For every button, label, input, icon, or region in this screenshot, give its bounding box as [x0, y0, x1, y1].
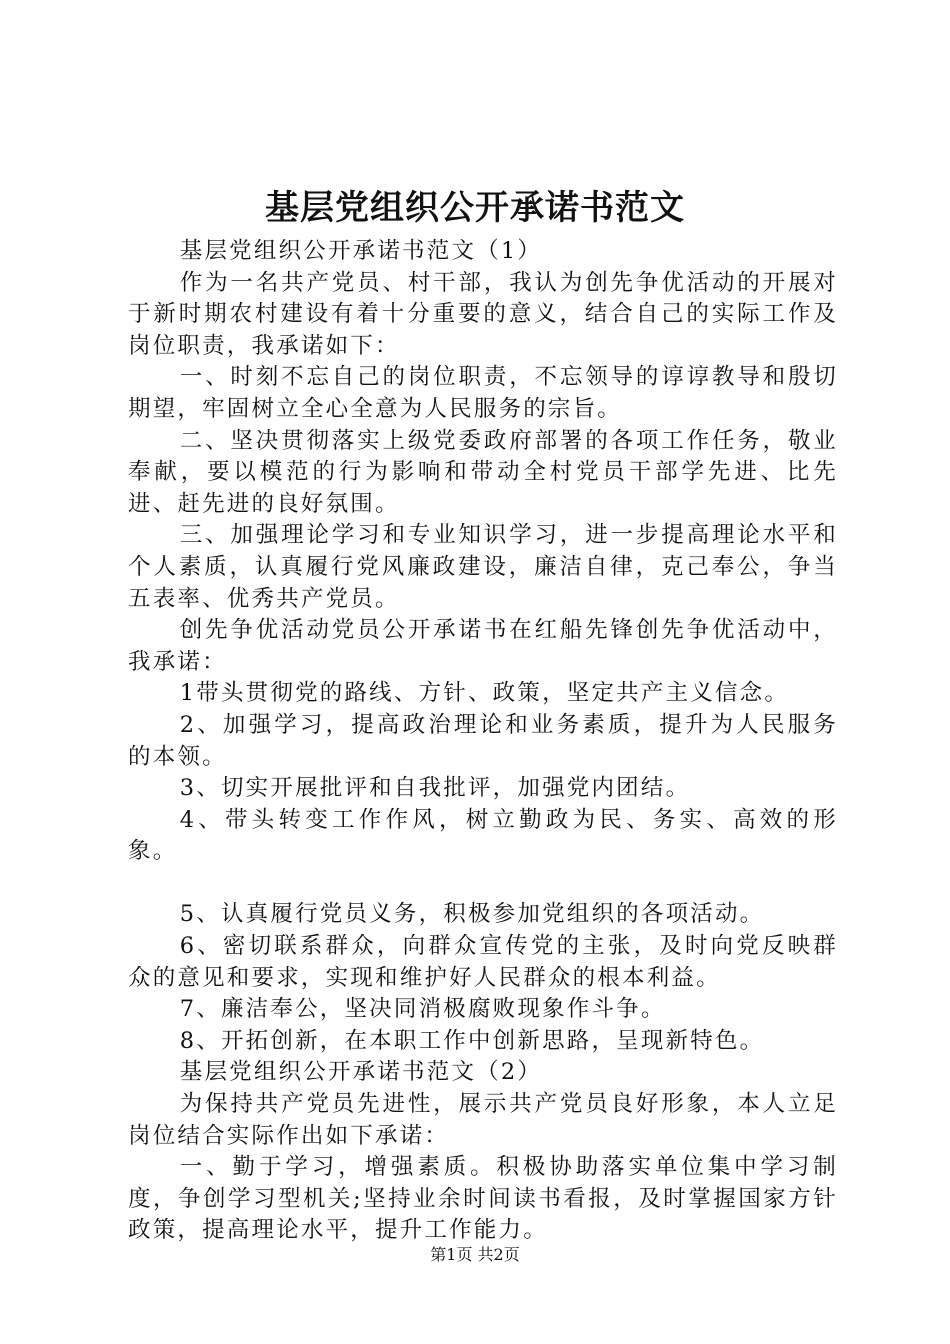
section-2-intro-paragraph: 为保持共产党员先进性，展示共产党员良好形象，本人立足岗位结合实际作出如下承诺： [128, 1091, 838, 1149]
pledge-item-5: 5、认真履行党员义务，积极参加党组织的各项活动。 [179, 901, 765, 928]
section-heading-2: 基层党组织公开承诺书范文（2） [179, 1059, 543, 1086]
blank-line [128, 868, 838, 900]
pledge-intro-paragraph: 创先争优活动党员公开承诺书在红船先锋创先争优活动中，我承诺： [128, 617, 838, 675]
pledge-item-2: 2、加强学习，提高政治理论和业务素质，提升为人民服务的本领。 [128, 711, 838, 770]
section-2-item-1: 一、勤于学习，增强素质。积极协助落实单位集中学习制度，争创学习型机关;坚持业余时间读书看报，及时掌握国家方针政策，提高理论水平，提升工作能力。 [128, 1154, 838, 1244]
commitment-item-3: 三、加强理论学习和专业知识学习，进一步提高理论水平和个人素质，认真履行党风廉政建设，廉洁自律，克己奉公，争当五表率、优秀共产党员。 [128, 522, 838, 612]
commitment-item-1: 一、时刻不忘自己的岗位职责，不忘领导的谆谆教导和殷切期望，牢固树立全心全意为人民服务的宗旨。 [128, 364, 838, 422]
pledge-item-7: 7、廉洁奉公，坚决同消极腐败现象作斗争。 [179, 996, 666, 1023]
document-title: 基层党组织公开承诺书范文 [265, 188, 685, 228]
section-heading-1: 基层党组织公开承诺书范文（1） [179, 238, 543, 264]
pledge-item-3: 3、切实开展批评和自我批评，加强党内团结。 [179, 775, 691, 802]
intro-paragraph: 作为一名共产党员、村干部，我认为创先争优活动的开展对于新时期农村建设有着十分重要的意义，结合自己的实际工作及岗位职责，我承诺如下： [128, 269, 838, 359]
commitment-item-2: 二、坚决贯彻落实上级党委政府部署的各项工作任务，敬业奉献，要以模范的行为影响和带动全村党员干部学先进、比先进、赶先进的良好氛围。 [128, 427, 838, 517]
pledge-item-8: 8、开拓创新，在本职工作中创新思路，呈现新特色。 [179, 1027, 765, 1054]
page-number-footer: 第1页 共2页 [430, 1245, 520, 1264]
document-body [128, 236, 838, 1247]
pledge-item-4: 4、带头转变工作作风，树立勤政为民、务实、高效的形象。 [128, 806, 838, 865]
pledge-item-6: 6、密切联系群众，向群众宣传党的主张，及时向党反映群众的意见和要求，实现和维护好人民群众的根本利益。 [128, 933, 838, 991]
pledge-item-1: 1带头贯彻党的路线、方针、政策，坚定共产主义信念。 [179, 680, 790, 707]
